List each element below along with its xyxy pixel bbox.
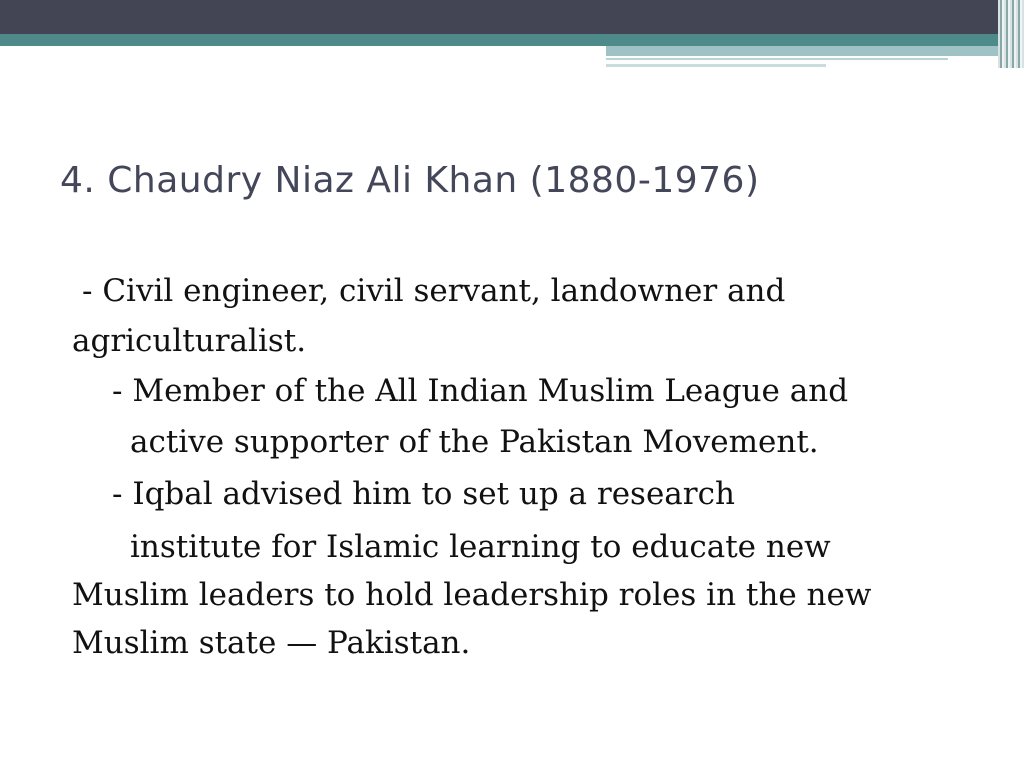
- body-line: - Member of the All Indian Muslim League and: [112, 373, 849, 409]
- body-line: - Civil engineer, civil servant, landowner and: [82, 273, 786, 309]
- slide-title: 4. Chaudry Niaz Ali Khan (1880-1976): [60, 160, 760, 201]
- body-line: institute for Islamic learning to educate new: [130, 529, 831, 565]
- body-line: - Iqbal advised him to set up a research: [112, 476, 735, 512]
- body-line: active supporter of the Pakistan Movement.: [130, 424, 819, 460]
- body-line: agriculturalist.: [72, 323, 307, 359]
- body-line: Muslim state — Pakistan.: [72, 625, 471, 661]
- body-line: Muslim leaders to hold leadership roles in the new: [72, 577, 872, 613]
